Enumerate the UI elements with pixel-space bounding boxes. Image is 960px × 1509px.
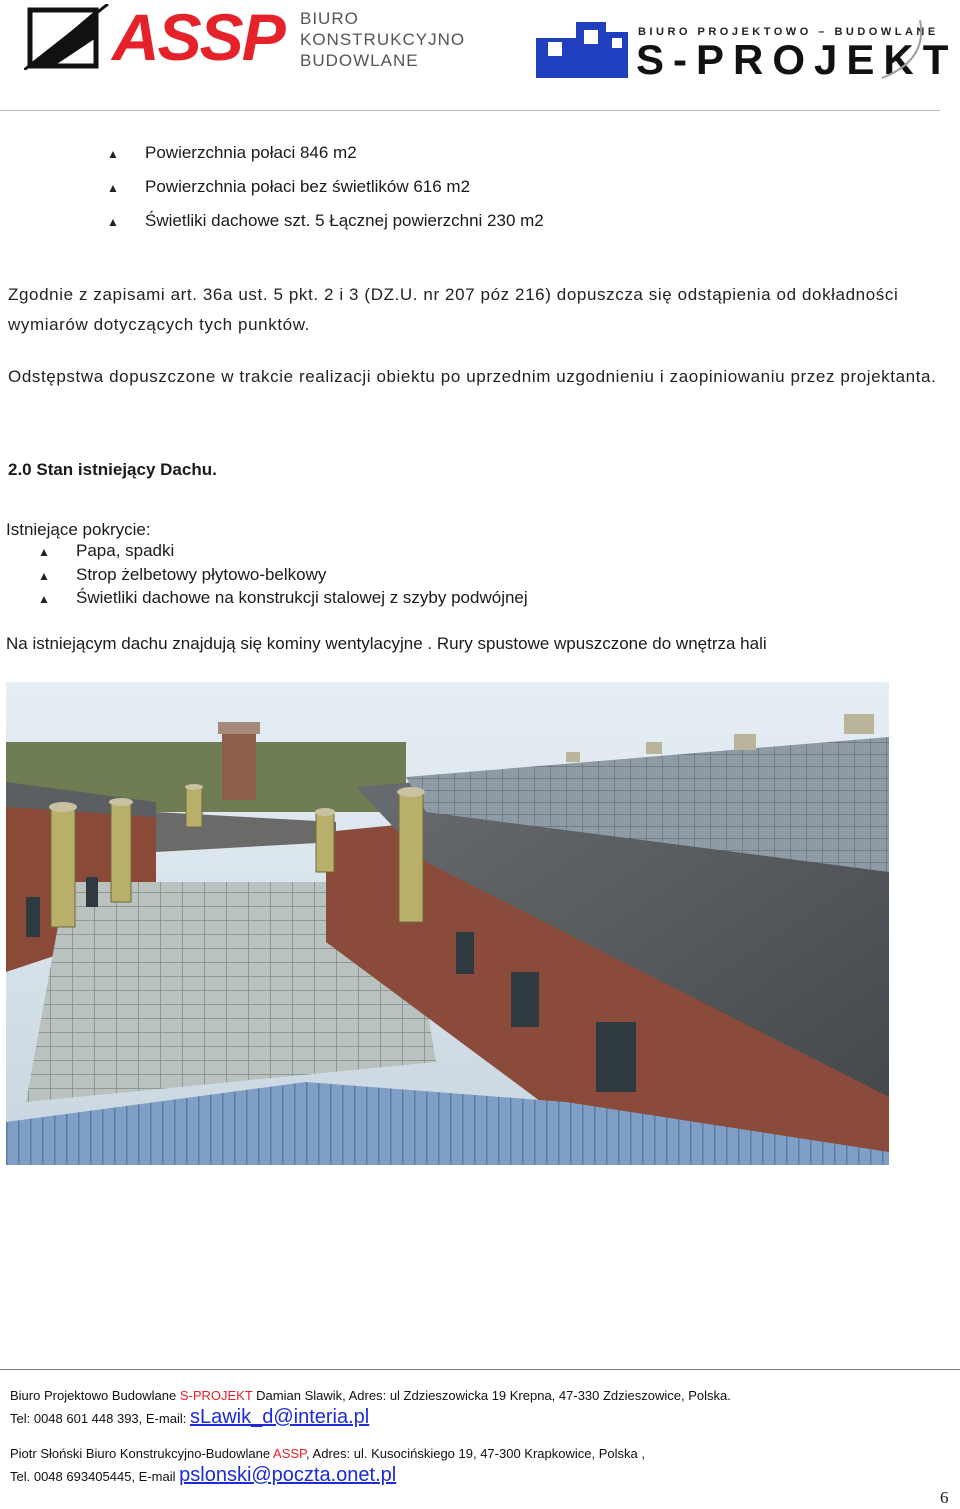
caret-up-icon: ▲ [107,147,119,161]
sprojekt-subtitle: BIURO PROJEKTOWO – BUDOWLANE [638,26,939,38]
email-link-pslonski[interactable]: pslonski@poczta.onet.pl [179,1464,397,1486]
page-number: 6 [940,1488,949,1507]
paragraph-deviations: Odstępstwa dopuszczone w trakcie realizacji obiektu po uprzednim uzgodnieniu i zaopiniowaniu przez projektanta. [8,367,937,386]
header-divider [0,110,940,111]
section-heading: 2.0 Stan istniejący Dachu. [8,460,217,479]
footer-sprojekt-address: Biuro Projektowo Budowlane S-PROJEKT Damian Slawik, Adres: ul Zdzieszowicka 19 Krepna, 47-330 Zdzieszowice, Polska. [10,1388,731,1403]
list-item: ▲ Powierzchnia połaci bez świetlików 616 m2 [145,176,470,198]
caret-up-icon: ▲ [38,545,50,559]
sprojekt-logo-text: S-PROJEKT [636,36,958,83]
roof-photo [6,682,889,1165]
footer-assp-address: Piotr Słoński Biuro Konstrukcyjno-Budowlane ASSP, Adres: ul. Kusocińskiego 19, 47-300 Krapkowice, Polska , [10,1446,645,1461]
list-item: ▲ Papa, spadki [76,540,174,562]
list-item: ▲ Świetliki dachowe na konstrukcji stalowej z szyby podwójnej [76,587,528,609]
list-item: ▲ Strop żelbetowy płytowo-belkowy [76,564,326,586]
sprojekt-logo-mark [534,20,630,80]
footer-sprojekt-contact: Tel: 0048 601 448 393, E-mail: sLawik_d@interia.pl [10,1406,370,1428]
caret-up-icon: ▲ [38,569,50,583]
caret-up-icon: ▲ [38,592,50,606]
footer-assp-contact: Tel. 0048 693405445, E-mail pslonski@poczta.onet.pl [10,1464,397,1486]
list-item: ▲ Powierzchnia połaci 846 m2 [145,142,357,164]
assp-subtitle: BIURO KONSTRUKCYJNO BUDOWLANE [300,9,466,70]
assp-logo-text: ASSP [112,0,284,74]
assp-logo-mark [24,4,110,70]
caret-up-icon: ▲ [107,181,119,195]
caret-up-icon: ▲ [107,215,119,229]
paragraph-regulation: Zgodnie z zapisami art. 36a ust. 5 pkt. 2 i 3 (DZ.U. nr 207 póz 216) dopuszcza się odstąpienia od dokładności wymiarów dotyczących tych punktów. [8,285,899,334]
footer-divider [0,1369,960,1370]
sprojekt-swoosh [880,20,930,80]
existing-cover-label: Istniejące pokrycie: [6,520,151,539]
list-item: ▲ Świetliki dachowe szt. 5 Łącznej powierzchni 230 m2 [145,210,544,232]
email-link-slawik[interactable]: sLawik_d@interia.pl [189,1406,370,1428]
paragraph-chimneys: Na istniejącym dachu znajdują się kominy wentylacyjne . Rury spustowe wpuszczone do wnętrza hali [6,634,767,653]
